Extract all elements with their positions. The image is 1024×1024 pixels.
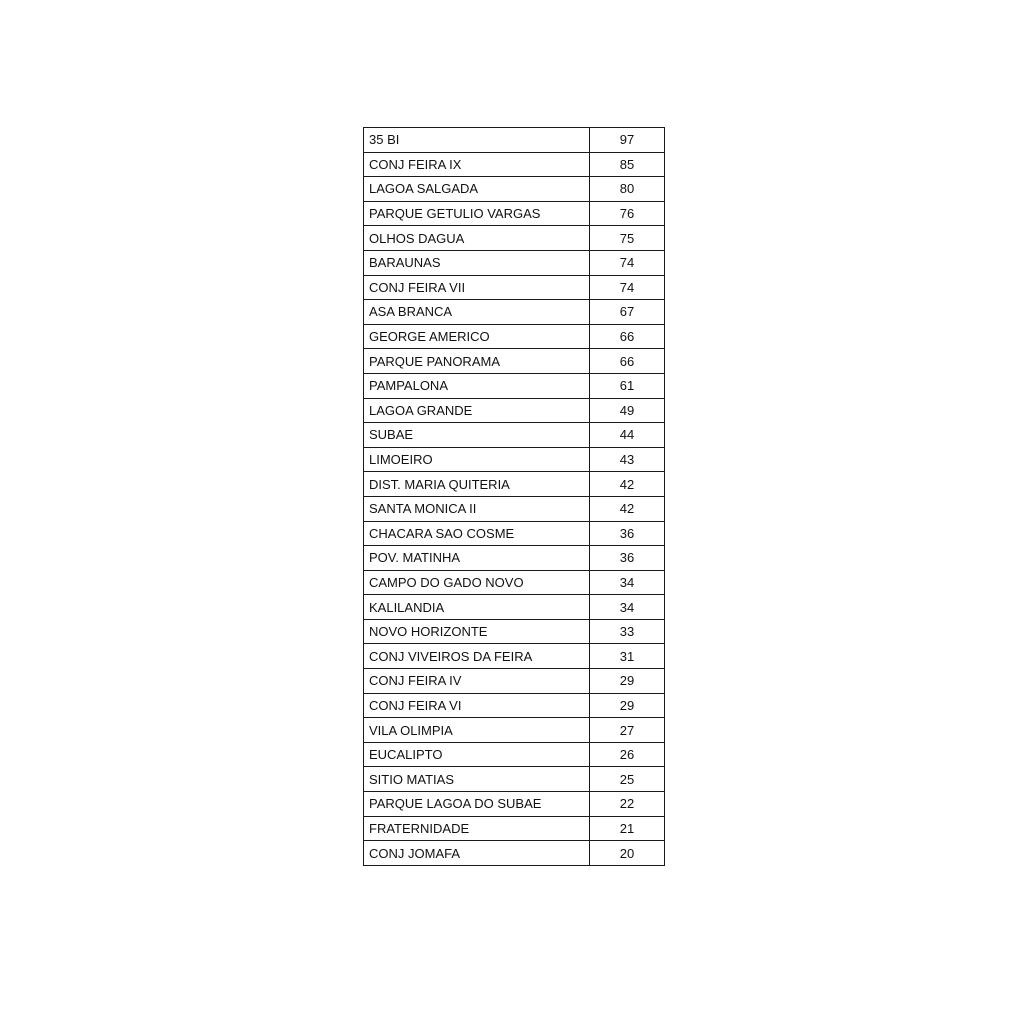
- neighborhood-name-cell: EUCALIPTO: [364, 742, 590, 767]
- count-cell: 22: [590, 792, 665, 817]
- neighborhood-name-cell: PARQUE LAGOA DO SUBAE: [364, 792, 590, 817]
- table-row: [364, 472, 665, 497]
- table-row: [364, 226, 665, 251]
- neighborhood-name-cell: POV. MATINHA: [364, 546, 590, 571]
- count-cell: 44: [590, 423, 665, 448]
- count-cell: 34: [590, 595, 665, 620]
- count-cell: 34: [590, 570, 665, 595]
- count-cell: 42: [590, 472, 665, 497]
- table-row: [364, 570, 665, 595]
- table-row: [364, 447, 665, 472]
- table-row: [364, 349, 665, 374]
- count-cell: 21: [590, 816, 665, 841]
- count-cell: 74: [590, 275, 665, 300]
- neighborhood-name-cell: SANTA MONICA II: [364, 496, 590, 521]
- neighborhood-name-cell: CONJ FEIRA VI: [364, 693, 590, 718]
- count-cell: 43: [590, 447, 665, 472]
- neighborhood-name-cell: CONJ VIVEIROS DA FEIRA: [364, 644, 590, 669]
- count-cell: 29: [590, 669, 665, 694]
- table-row: [364, 792, 665, 817]
- neighborhood-name-cell: PAMPALONA: [364, 373, 590, 398]
- table-row: [364, 619, 665, 644]
- table-row: [364, 496, 665, 521]
- count-cell: 75: [590, 226, 665, 251]
- table-row: [364, 128, 665, 153]
- table-row: [364, 423, 665, 448]
- table-row: [364, 767, 665, 792]
- table-row: [364, 669, 665, 694]
- table-row: [364, 300, 665, 325]
- count-cell: 97: [590, 128, 665, 153]
- neighborhood-name-cell: FRATERNIDADE: [364, 816, 590, 841]
- table-row: [364, 275, 665, 300]
- neighborhood-name-cell: DIST. MARIA QUITERIA: [364, 472, 590, 497]
- neighborhood-name-cell: NOVO HORIZONTE: [364, 619, 590, 644]
- neighborhood-count-table: [363, 127, 665, 866]
- count-cell: 25: [590, 767, 665, 792]
- table-body: [364, 128, 665, 866]
- count-cell: 20: [590, 841, 665, 866]
- neighborhood-name-cell: OLHOS DAGUA: [364, 226, 590, 251]
- count-cell: 29: [590, 693, 665, 718]
- neighborhood-name-cell: SITIO MATIAS: [364, 767, 590, 792]
- count-cell: 31: [590, 644, 665, 669]
- count-cell: 36: [590, 546, 665, 571]
- count-cell: 42: [590, 496, 665, 521]
- count-cell: 27: [590, 718, 665, 743]
- neighborhood-name-cell: LIMOEIRO: [364, 447, 590, 472]
- neighborhood-name-cell: CONJ FEIRA VII: [364, 275, 590, 300]
- table-row: [364, 693, 665, 718]
- table-row: [364, 644, 665, 669]
- neighborhood-name-cell: BARAUNAS: [364, 250, 590, 275]
- count-cell: 74: [590, 250, 665, 275]
- count-cell: 49: [590, 398, 665, 423]
- neighborhood-name-cell: GEORGE AMERICO: [364, 324, 590, 349]
- count-cell: 80: [590, 177, 665, 202]
- table-row: [364, 250, 665, 275]
- count-cell: 26: [590, 742, 665, 767]
- table-row: [364, 201, 665, 226]
- neighborhood-name-cell: CONJ FEIRA IV: [364, 669, 590, 694]
- table-row: [364, 718, 665, 743]
- count-cell: 33: [590, 619, 665, 644]
- count-cell: 66: [590, 324, 665, 349]
- table-row: [364, 398, 665, 423]
- neighborhood-name-cell: VILA OLIMPIA: [364, 718, 590, 743]
- neighborhood-name-cell: LAGOA GRANDE: [364, 398, 590, 423]
- count-cell: 76: [590, 201, 665, 226]
- neighborhood-name-cell: CONJ JOMAFA: [364, 841, 590, 866]
- table-row: [364, 324, 665, 349]
- count-cell: 85: [590, 152, 665, 177]
- table-row: [364, 595, 665, 620]
- count-cell: 36: [590, 521, 665, 546]
- table-row: [364, 373, 665, 398]
- table-row: [364, 742, 665, 767]
- neighborhood-name-cell: SUBAE: [364, 423, 590, 448]
- neighborhood-name-cell: CONJ FEIRA IX: [364, 152, 590, 177]
- count-cell: 66: [590, 349, 665, 374]
- neighborhood-name-cell: KALILANDIA: [364, 595, 590, 620]
- table-row: [364, 816, 665, 841]
- neighborhood-name-cell: PARQUE PANORAMA: [364, 349, 590, 374]
- neighborhood-name-cell: PARQUE GETULIO VARGAS: [364, 201, 590, 226]
- neighborhood-name-cell: 35 BI: [364, 128, 590, 153]
- table-row: [364, 841, 665, 866]
- neighborhood-name-cell: CAMPO DO GADO NOVO: [364, 570, 590, 595]
- table-row: [364, 177, 665, 202]
- table-row: [364, 546, 665, 571]
- neighborhood-name-cell: CHACARA SAO COSME: [364, 521, 590, 546]
- table-row: [364, 521, 665, 546]
- count-cell: 61: [590, 373, 665, 398]
- neighborhood-name-cell: ASA BRANCA: [364, 300, 590, 325]
- count-cell: 67: [590, 300, 665, 325]
- table-row: [364, 152, 665, 177]
- neighborhood-name-cell: LAGOA SALGADA: [364, 177, 590, 202]
